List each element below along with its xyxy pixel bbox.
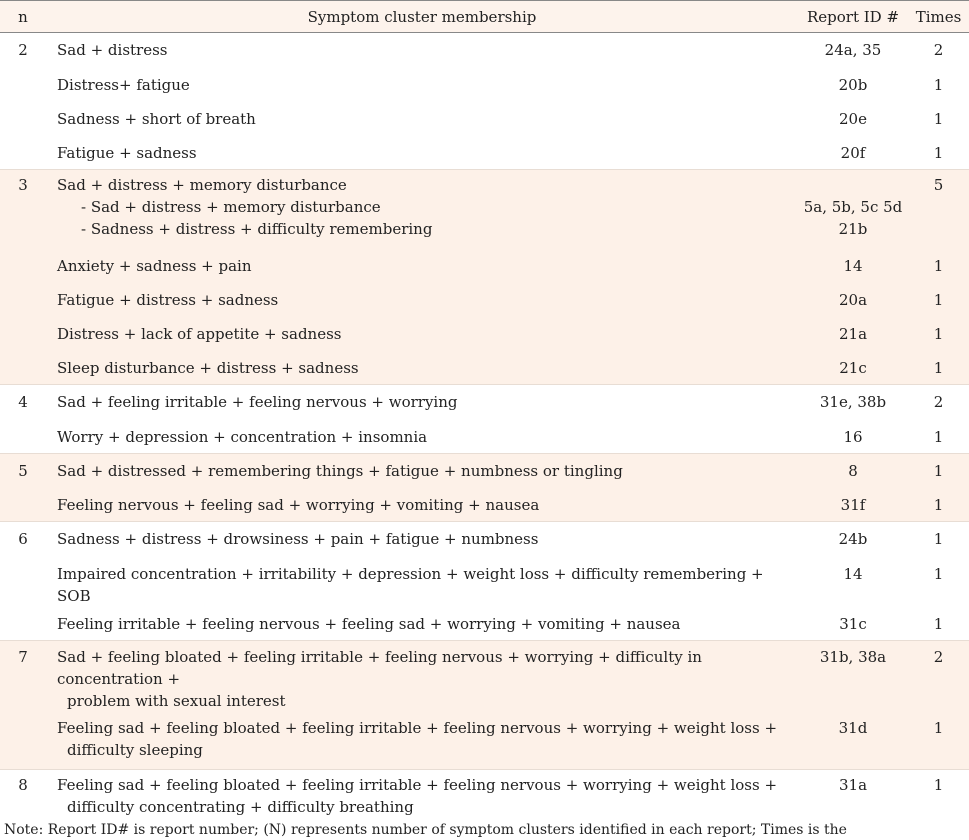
table-row xyxy=(0,68,969,102)
header-times: Times xyxy=(908,1,969,33)
table-row xyxy=(0,712,969,769)
times-cell: 1 xyxy=(933,427,944,446)
table-row xyxy=(0,557,969,607)
symptom-continuation: difficulty sleeping xyxy=(67,741,203,759)
report-id-cell: 20f xyxy=(840,143,866,162)
symptom-cell: Fatigue + sadness xyxy=(57,143,197,162)
header-n: n xyxy=(0,1,46,33)
table-row xyxy=(0,420,969,454)
cluster-size: 3 xyxy=(0,170,46,249)
table-row xyxy=(0,769,969,820)
times-cell: 1 xyxy=(908,488,969,522)
symptom-continuation: difficulty concentrating + difficulty breathing xyxy=(67,797,414,816)
symptom-cell: Feeling sad + feeling bloated + feeling irritable + feeling nervous + worrying + weight loss + xyxy=(57,775,778,794)
table-row xyxy=(0,170,969,249)
symptom-cell: Sleep disturbance + distress + sadness xyxy=(46,351,798,385)
symptom-cell: Sad + feeling bloated + feeling irritable + feeling nervous + worrying + difficulty in concentration + xyxy=(57,648,702,688)
report-id-cell: 14 xyxy=(843,564,863,583)
report-id-cell: 5a, 5b, 5c 5d xyxy=(803,198,903,216)
table-header-row xyxy=(0,1,969,33)
report-id-cell: 24a, 35 xyxy=(798,33,908,68)
symptom-cell: Sadness + distress + drowsiness + pain + fatigue + numbness xyxy=(46,522,798,557)
table-row xyxy=(0,249,969,283)
times-cell: 1 xyxy=(908,283,969,317)
times-cell: 1 xyxy=(908,454,969,488)
times-cell: 2 xyxy=(908,33,969,68)
report-id-cell: 8 xyxy=(798,454,908,488)
symptom-continuation: problem with sexual interest xyxy=(67,692,286,710)
times-cell: 1 xyxy=(908,712,969,769)
report-id-cell: 31c xyxy=(839,614,867,633)
table-row xyxy=(0,488,969,522)
report-id-cell: 16 xyxy=(843,427,863,446)
sub-symptom: - Sadness + distress + difficulty remembering xyxy=(81,220,433,238)
table-row xyxy=(0,385,969,420)
times-cell: 1 xyxy=(908,522,969,557)
times-cell: 2 xyxy=(908,385,969,420)
report-id-cell: 20e xyxy=(839,109,867,128)
times-cell: 1 xyxy=(908,317,969,351)
report-id-cell: 20b xyxy=(838,75,868,94)
table-row xyxy=(0,351,969,385)
report-id-cell: 31b, 38a xyxy=(798,641,908,713)
table-row xyxy=(0,283,969,317)
times-cell: 1 xyxy=(908,351,969,385)
sub-symptom: - Sad + distress + memory disturbance xyxy=(81,198,381,216)
table-row xyxy=(0,641,969,713)
report-id-cell: 24b xyxy=(798,522,908,557)
cluster-size: 6 xyxy=(0,522,46,557)
symptom-cell: Impaired concentration + irritability + depression + weight loss + difficulty remembering + SOB xyxy=(57,564,764,605)
report-id-cell: 14 xyxy=(798,249,908,283)
table-row xyxy=(0,102,969,136)
symptom-cell: Feeling irritable + feeling nervous + feeling sad + worrying + vomiting + nausea xyxy=(57,614,681,633)
header-symptom: Symptom cluster membership xyxy=(46,1,798,33)
symptom-cell: Sad + feeling irritable + feeling nervous + worrying xyxy=(46,385,798,420)
times-cell: 1 xyxy=(933,143,944,162)
symptom-cell: Fatigue + distress + sadness xyxy=(46,283,798,317)
symptom-cell: Sadness + short of breath xyxy=(57,109,256,128)
table-row xyxy=(0,454,969,488)
cluster-size: 8 xyxy=(0,769,46,820)
times-cell: 2 xyxy=(908,641,969,713)
report-id-cell: 20a xyxy=(798,283,908,317)
report-id-cell: 31a xyxy=(798,769,908,820)
report-id-cell: 21b xyxy=(838,220,868,238)
times-cell: 1 xyxy=(933,614,944,633)
table-row xyxy=(0,136,969,170)
symptom-cell: Distress+ fatigue xyxy=(57,75,190,94)
symptom-cell: Distress + lack of appetite + sadness xyxy=(46,317,798,351)
table-footnote: Note: Report ID# is report number; (N) represents number of symptom clusters identified in each report; Times is the xyxy=(4,822,847,838)
symptom-cell: Worry + depression + concentration + insomnia xyxy=(57,427,428,446)
report-id-cell: 31f xyxy=(798,488,908,522)
times-cell: 1 xyxy=(933,109,944,128)
table-row xyxy=(0,317,969,351)
times-cell: 5 xyxy=(908,170,969,249)
report-id-cell: 31e, 38b xyxy=(798,385,908,420)
symptom-cell: Sad + distressed + remembering things + fatigue + numbness or tingling xyxy=(46,454,798,488)
symptom-cell: Feeling sad + feeling bloated + feeling irritable + feeling nervous + worrying + weight loss + xyxy=(57,719,778,737)
times-cell: 1 xyxy=(908,769,969,820)
symptom-cell: Anxiety + sadness + pain xyxy=(46,249,798,283)
header-report: Report ID # xyxy=(798,1,908,33)
table-row xyxy=(0,607,969,641)
report-id-cell: 21c xyxy=(798,351,908,385)
table-row xyxy=(0,33,969,68)
cluster-size: 7 xyxy=(0,641,46,713)
cluster-size: 2 xyxy=(0,33,46,68)
times-cell: 1 xyxy=(933,75,944,94)
report-id-cell: 31d xyxy=(798,712,908,769)
times-cell: 1 xyxy=(908,249,969,283)
symptom-cell: Feeling nervous + feeling sad + worrying + vomiting + nausea xyxy=(46,488,798,522)
report-id-cell: 21a xyxy=(798,317,908,351)
cluster-size: 5 xyxy=(0,454,46,488)
table-row xyxy=(0,522,969,557)
cluster-size: 4 xyxy=(0,385,46,420)
symptom-cell: Sad + distress + memory disturbance xyxy=(57,176,347,194)
symptom-cell: Sad + distress xyxy=(46,33,798,68)
times-cell: 1 xyxy=(933,564,944,583)
